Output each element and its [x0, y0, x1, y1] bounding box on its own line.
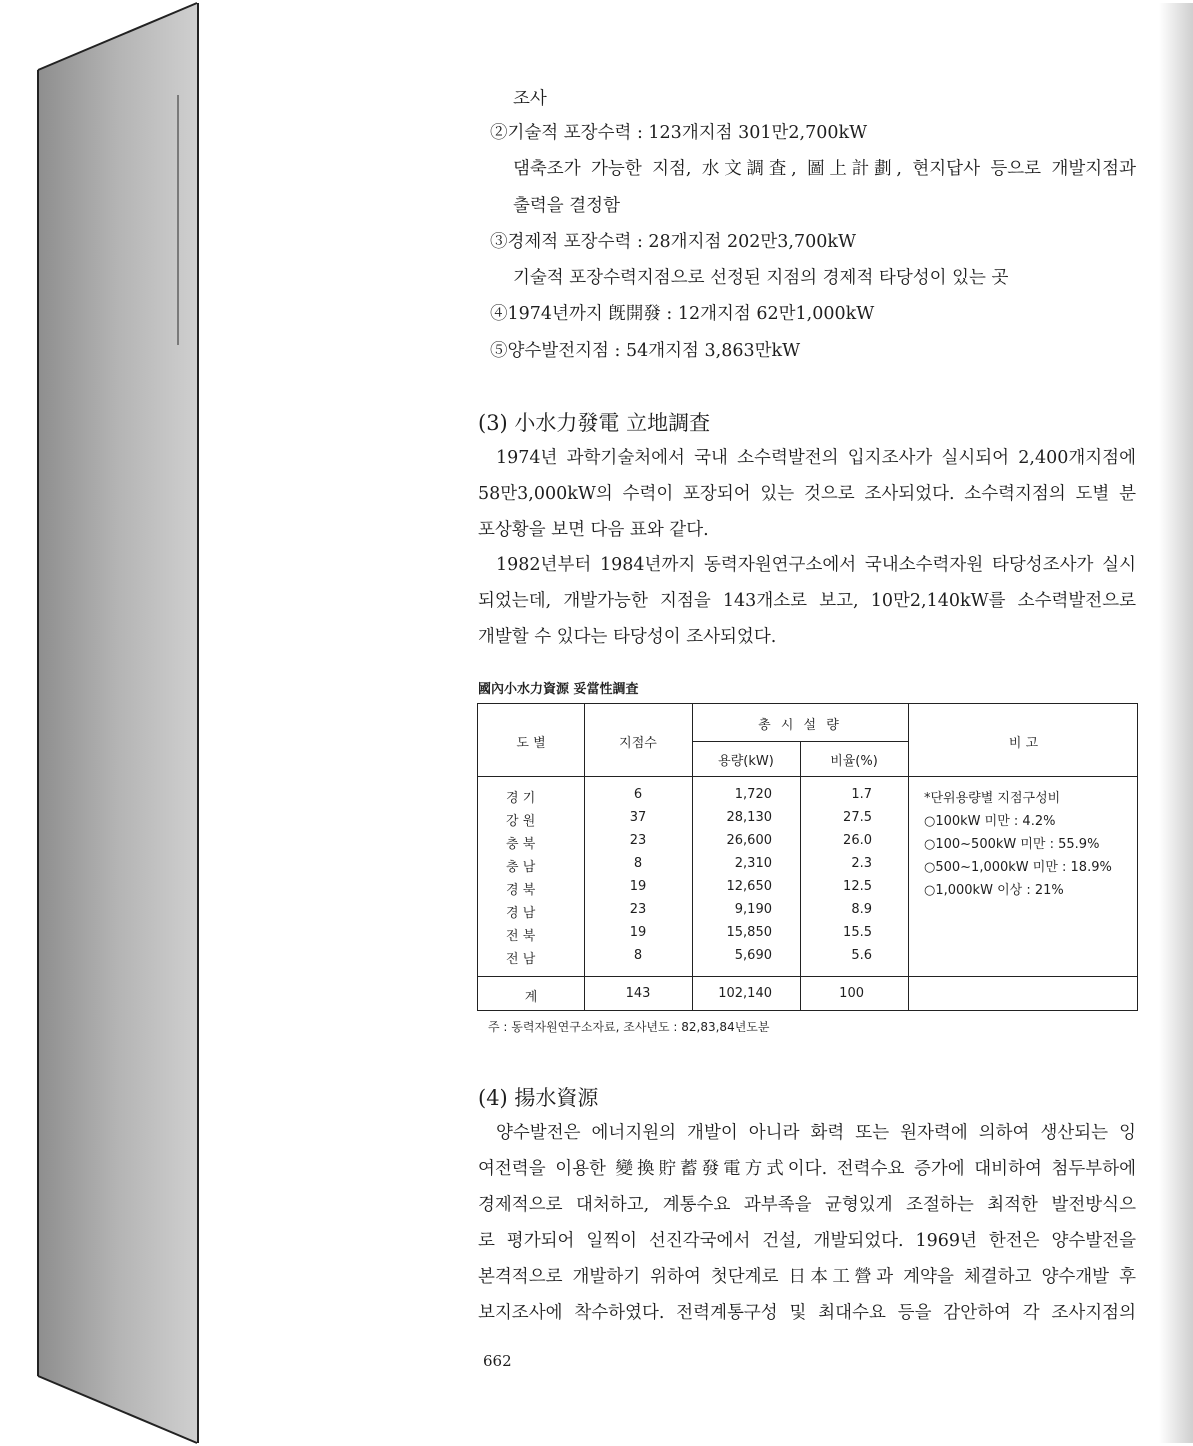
page-curl-shadow	[1159, 3, 1193, 1443]
remark-line: ○1,000kW 이상 : 21%	[924, 883, 1064, 898]
cell-ratio: 2.3	[851, 856, 872, 871]
paragraph-line: 개발할 수 있다는 타당성이 조사되었다.	[478, 627, 777, 647]
cell-region: 경 기	[506, 791, 536, 806]
paragraph-line: 58만3,000kW의 수력이 포장되어 있는 것으로 조사되었다. 소수력지점의 도별 분	[478, 484, 1136, 504]
total-capacity: 102,140	[718, 986, 772, 1001]
table-note: 주 : 동력자원연구소자료, 조사년도 : 82,83,84년도분	[488, 1020, 770, 1034]
remark-line: ○100kW 미만 : 4.2%	[924, 814, 1056, 829]
paragraph-line: 포상황을 보면 다음 표와 같다.	[478, 520, 709, 540]
paragraph-line: 되었는데, 개발가능한 지점을 143개소로 보고, 10만2,140kW를 소수력발전으로	[478, 591, 1136, 611]
cell-capacity: 2,310	[734, 856, 772, 871]
cell-capacity: 1,720	[734, 787, 772, 802]
paragraph-line: 로 평가되어 일찍이 선진각국에서 건설, 개발되었다. 1969년 한전은 양수발전을	[478, 1231, 1136, 1251]
paragraph-line: 1982년부터 1984년까지 동력자원연구소에서 국내소수력자원 타당성조사가 실시	[496, 555, 1136, 575]
paragraph-line: 보지조사에 착수하였다. 전력계통구성 및 최대수요 등을 감안하여 각 조사지점의	[478, 1303, 1136, 1323]
cell-count: 8	[633, 856, 643, 871]
cell-capacity: 9,190	[734, 902, 772, 917]
paragraph-line: 본격적으로 개발하기 위하여 첫단계로 日本工營과 계약을 체결하고 양수개발 후	[478, 1267, 1136, 1287]
header-remark: 비 고	[1008, 736, 1039, 751]
cell-region: 전 북	[506, 929, 536, 944]
text-line: 조사	[513, 89, 547, 109]
cell-count: 6	[633, 787, 643, 802]
cell-count: 23	[629, 902, 647, 917]
cell-capacity: 15,850	[726, 925, 772, 940]
paragraph-line: 경제적으로 대처하고, 계통수요 과부족을 균형있게 조절하는 최적한 발전방식으	[478, 1195, 1136, 1215]
cell-region: 경 남	[506, 906, 536, 921]
cell-region: 강 원	[506, 814, 536, 829]
header-ratio: 비율(%)	[830, 754, 878, 769]
cell-ratio: 15.5	[843, 925, 872, 940]
cell-count: 19	[629, 879, 647, 894]
list-item-technical: ②기술적 포장수력 : 123개지점 301만2,700kW	[490, 123, 868, 143]
total-count: 143	[625, 986, 651, 1001]
data-table	[477, 703, 1138, 1011]
cell-count: 8	[633, 948, 643, 963]
table-title: 國內小水力資源 妥當性調査	[478, 682, 639, 697]
book-edge	[0, 0, 200, 1446]
remark-line: ○500~1,000kW 미만 : 18.9%	[924, 860, 1112, 875]
cell-ratio: 8.9	[851, 902, 872, 917]
paragraph-line: 양수발전은 에너지원의 개발이 아니라 화력 또는 원자력에 의하여 생산되는 잉	[496, 1123, 1136, 1143]
text-line: 기술적 포장수력지점으로 선정된 지점의 경제적 타당성이 있는 곳	[513, 268, 1009, 288]
cell-ratio: 26.0	[843, 833, 872, 848]
list-item-developed: ④1974년까지 旣開發 : 12개지점 62만1,000kW	[490, 304, 875, 324]
header-capacity: 용량(kW)	[718, 754, 774, 769]
list-item-economic: ③경제적 포장수력 : 28개지점 202만3,700kW	[490, 232, 856, 252]
paragraph-line: 1974년 과학기술처에서 국내 소수력발전의 입지조사가 실시되어 2,400개지점에	[496, 448, 1136, 468]
cell-capacity: 12,650	[726, 879, 772, 894]
paragraph-line: 여전력을 이용한 變換貯蓄發電方式이다. 전력수요 증가에 대비하여 첨두부하에	[478, 1159, 1136, 1179]
section-heading-4: (4) 揚水資源	[478, 1086, 599, 1110]
cell-ratio: 1.7	[851, 787, 872, 802]
total-region: 계	[524, 990, 538, 1005]
remark-line: ○100~500kW 미만 : 55.9%	[924, 837, 1100, 852]
cell-ratio: 12.5	[843, 879, 872, 894]
cell-capacity: 28,130	[726, 810, 772, 825]
text-line: 출력을 결정함	[513, 196, 620, 216]
cell-count: 37	[629, 810, 647, 825]
header-region: 도 별	[516, 736, 546, 751]
list-item-pumped: ⑤양수발전지점 : 54개지점 3,863만kW	[490, 341, 801, 361]
cell-capacity: 26,600	[726, 833, 772, 848]
header-total: 총 시 설 량	[758, 718, 842, 733]
remark-line: *단위용량별 지점구성비	[924, 791, 1061, 806]
total-ratio: 100	[839, 986, 864, 1001]
header-count: 지점수	[619, 736, 657, 751]
section-heading-3: (3) 小水力發電 立地調査	[478, 411, 711, 435]
page-number: 662	[483, 1352, 512, 1370]
cell-region: 전 남	[506, 952, 536, 967]
cell-capacity: 5,690	[734, 948, 772, 963]
cell-region: 경 북	[506, 883, 536, 898]
cell-count: 19	[629, 925, 647, 940]
cell-ratio: 27.5	[843, 810, 872, 825]
cell-ratio: 5.6	[851, 948, 872, 963]
cell-region: 충 남	[506, 860, 536, 875]
cell-count: 23	[629, 833, 647, 848]
cell-region: 충 북	[506, 837, 536, 852]
text-line: 댐축조가 가능한 지점, 水文調査, 圖上計劃, 현지답사 등으로 개발지점과	[513, 159, 1136, 179]
